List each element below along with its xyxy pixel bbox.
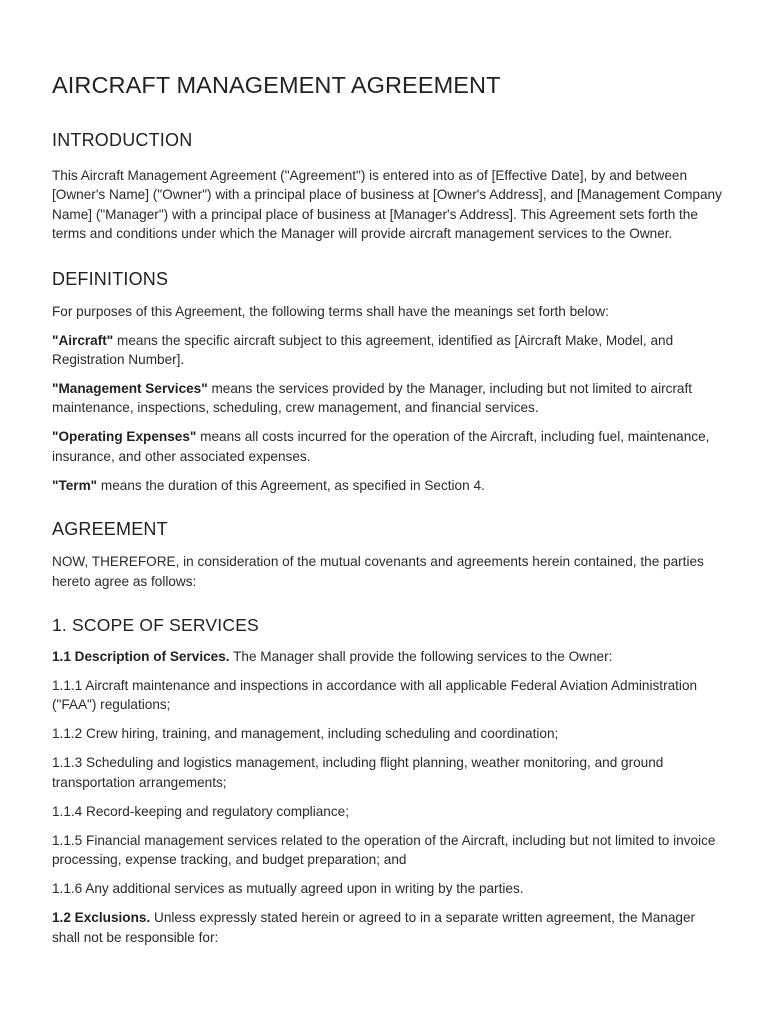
definition-term: "Term" (52, 477, 98, 493)
definition-operating-expenses (52, 427, 722, 466)
service-item: 1.1.6 Any additional services as mutually agreed upon in writing by the parties. (52, 881, 524, 897)
scope-description (52, 647, 722, 666)
service-item: 1.1.5 Financial management services related to the operation of the Aircraft, including but not limited to invoice processing, expense tracking, and budget preparation; and (52, 832, 716, 868)
definition-aircraft (52, 331, 722, 370)
definition-text: means the duration of this Agreement, as specified in Section 4. (100, 477, 485, 493)
service-item: 1.1.3 Scheduling and logistics management, including flight planning, weather monitoring, and ground transportation arrangements; (52, 755, 664, 790)
clause-text: The Manager shall provide the following services to the Owner: (233, 649, 613, 665)
exclusions-clause (52, 908, 722, 947)
service-item: 1.1.2 Crew hiring, training, and management, including scheduling and coordination; (52, 726, 559, 742)
agreement-paragraph: NOW, THEREFORE, in consideration of the mutual covenants and agreements herein contained, the parties hereto agree as follows: (52, 554, 704, 589)
definition-text: means the specific aircraft subject to this agreement, identified as [Aircraft Make, Model, and Registration Number]. (52, 332, 674, 368)
clause-label: 1.1 Description of Services. (52, 649, 230, 665)
definition-term: "Operating Expenses" (52, 429, 197, 445)
introduction-paragraph: This Aircraft Management Agreement ("Agreement") is entered into as of [Effective Date], by and between [Owner's Name] ("Owner") with a principal place of business at [Owner's Address], and [Management Company Name] ("Manager") with a principal place of business at [Manager's Address]. This Agreement sets forth the terms and conditions under which the Manager will provide aircraft management services to the Owner. (52, 168, 722, 242)
agreement-heading: AGREEMENT (52, 519, 168, 540)
introduction-heading: INTRODUCTION (52, 130, 193, 150)
document-title: AIRCRAFT MANAGEMENT AGREEMENT (52, 72, 501, 98)
document-body (52, 70, 722, 947)
clause-text: Unless expressly stated herein or agreed to in a separate written agreement, the Manager shall not be responsible for: (52, 910, 696, 945)
service-item: 1.1.1 Aircraft maintenance and inspections in accordance with all applicable Federal Aviation Administration ("FAA") regulations; (52, 678, 698, 713)
service-item: 1.1.4 Record-keeping and regulatory compliance; (52, 803, 349, 819)
scope-heading: 1. SCOPE OF SERVICES (52, 615, 259, 636)
definition-term: "Aircraft" (52, 332, 114, 348)
clause-label: 1.2 Exclusions. (52, 910, 151, 926)
definition-text: means the services provided by the Manager, including but not limited to aircraft maintenance, inspections, scheduling, crew management, and financial services. (52, 381, 693, 416)
definition-management-services (52, 379, 722, 418)
definitions-heading: DEFINITIONS (52, 268, 169, 289)
definition-term-entry (52, 476, 722, 495)
definition-text: means all costs incurred for the operation of the Aircraft, including fuel, maintenance, insurance, and other associated expenses. (52, 429, 710, 464)
definitions-lead: For purposes of this Agreement, the following terms shall have the meanings set forth below: (52, 303, 609, 319)
definition-term: "Management Services" (52, 381, 208, 397)
